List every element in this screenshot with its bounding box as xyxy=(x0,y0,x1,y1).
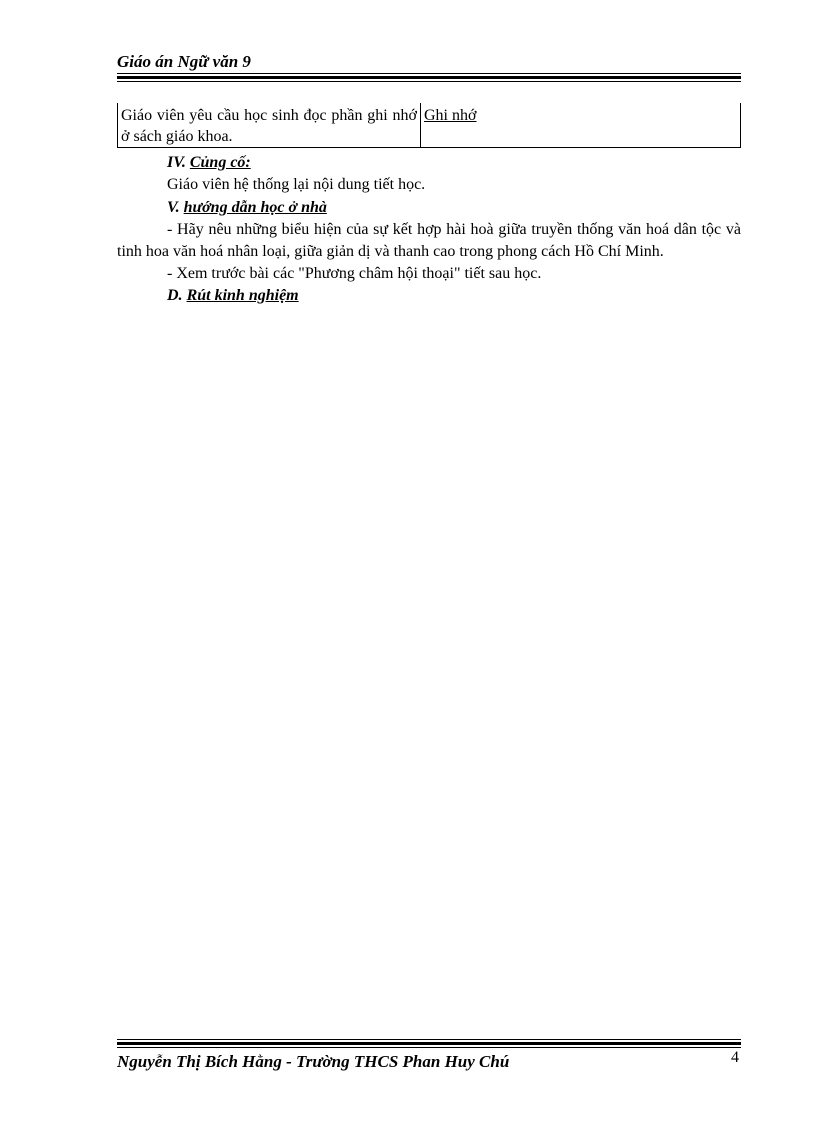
footer-rule-thick xyxy=(117,1042,741,1045)
footer-rule-bottom xyxy=(117,1047,741,1048)
header-rule-bottom xyxy=(117,81,741,82)
section-v-num: V. xyxy=(167,199,180,216)
section-v-para1: - Hãy nêu những biểu hiện của sự kết hợp hài hoà giữa truyền thống văn hoá dân tộc và tinh hoa văn hoá nhân loại, giữa giản dị và thanh cao trong phong cách Hồ Chí Minh. xyxy=(117,221,741,260)
section-v-heading xyxy=(117,197,741,219)
lesson-table xyxy=(117,103,741,148)
section-v-title: hướng dẫn học ở nhà xyxy=(183,199,327,216)
section-iv xyxy=(117,152,741,196)
section-v xyxy=(117,197,741,307)
table-row xyxy=(118,103,741,148)
section-iv-title: Củng cố: xyxy=(189,154,251,171)
section-d-heading xyxy=(117,285,741,307)
header-rule-thick xyxy=(117,76,741,79)
section-iv-text: Giáo viên hệ thống lại nội dung tiết học. xyxy=(167,176,426,193)
footer-author: Nguyễn Thị Bích Hằng - Trường THCS Phan Huy Chú xyxy=(117,1052,510,1071)
footer-rule-top xyxy=(117,1039,741,1040)
section-d-title: Rút kinh nghiệm xyxy=(186,287,299,304)
page-number: 4 xyxy=(731,1049,739,1066)
table-cell-activity: Giáo viên yêu cầu học sinh đọc phần ghi nhớ ở sách giáo khoa. xyxy=(118,103,421,148)
section-iv-num: IV. xyxy=(167,154,186,171)
header-title: Giáo án Ngữ văn 9 xyxy=(117,52,251,71)
section-v-para2: - Xem trước bài các "Phương châm hội thoại" tiết sau học. xyxy=(167,265,542,282)
header-rule-top xyxy=(117,73,741,74)
section-iv-heading xyxy=(117,152,741,174)
section-d-num: D. xyxy=(167,287,183,304)
table-cell-content: Ghi nhớ xyxy=(421,103,741,148)
